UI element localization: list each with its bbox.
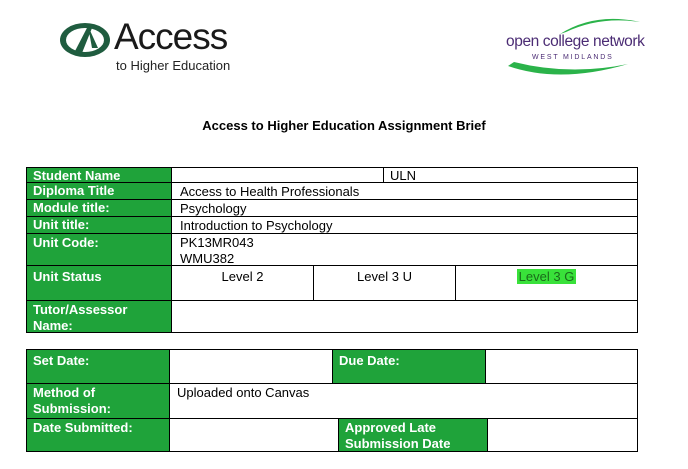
date-submitted-field[interactable] [169,418,339,452]
student-name-field[interactable] [171,167,384,183]
ocn-logo-region: WEST MIDLANDS [532,54,614,61]
unit-status-level-3g[interactable] [455,265,638,301]
method-of-submission-value: Uploaded onto Canvas [169,383,638,419]
approved-late-submission-field[interactable] [487,418,638,452]
access-logo-subtitle: to Higher Education [116,58,231,73]
student-name-label: Student Name [26,167,172,183]
unit-code-value [171,233,638,266]
unit-status-selected-highlight: Level 3 G [518,269,575,284]
unit-status-label: Unit Status [26,265,172,301]
method-of-submission-label: Method of Submission: [26,383,170,419]
set-date-field[interactable] [169,349,333,384]
unit-code-line-2: WMU382 [180,251,235,266]
access-logo-mark-icon [58,20,112,60]
tutor-assessor-label: Tutor/Assessor Name: [26,300,172,333]
module-title-value: Psychology [171,199,638,217]
diploma-title-label: Diploma Title [26,182,172,200]
unit-code-line-1: PK13MR043 [180,235,254,250]
uln-label: ULN [383,167,638,183]
unit-title-value: Introduction to Psychology [171,216,638,234]
unit-status-level-3u[interactable]: Level 3 U [313,265,456,301]
diploma-title-value: Access to Health Professionals [171,182,638,200]
ocn-logo-name: open college network [506,33,645,50]
access-logo [58,18,238,76]
unit-status-level-2[interactable]: Level 2 [171,265,314,301]
unit-code-label: Unit Code: [26,233,172,266]
module-title-label: Module title: [26,199,172,217]
document-title: Access to Higher Education Assignment Brief [202,118,486,133]
set-date-label: Set Date: [26,349,170,384]
access-logo-word: Access [114,16,228,57]
tutor-assessor-field[interactable] [171,300,638,333]
ocn-logo [500,12,652,80]
approved-late-submission-label: Approved Late Submission Date [338,418,488,452]
unit-title-label: Unit title: [26,216,172,234]
date-submitted-label: Date Submitted: [26,418,170,452]
due-date-label: Due Date: [332,349,486,384]
due-date-field[interactable] [485,349,638,384]
